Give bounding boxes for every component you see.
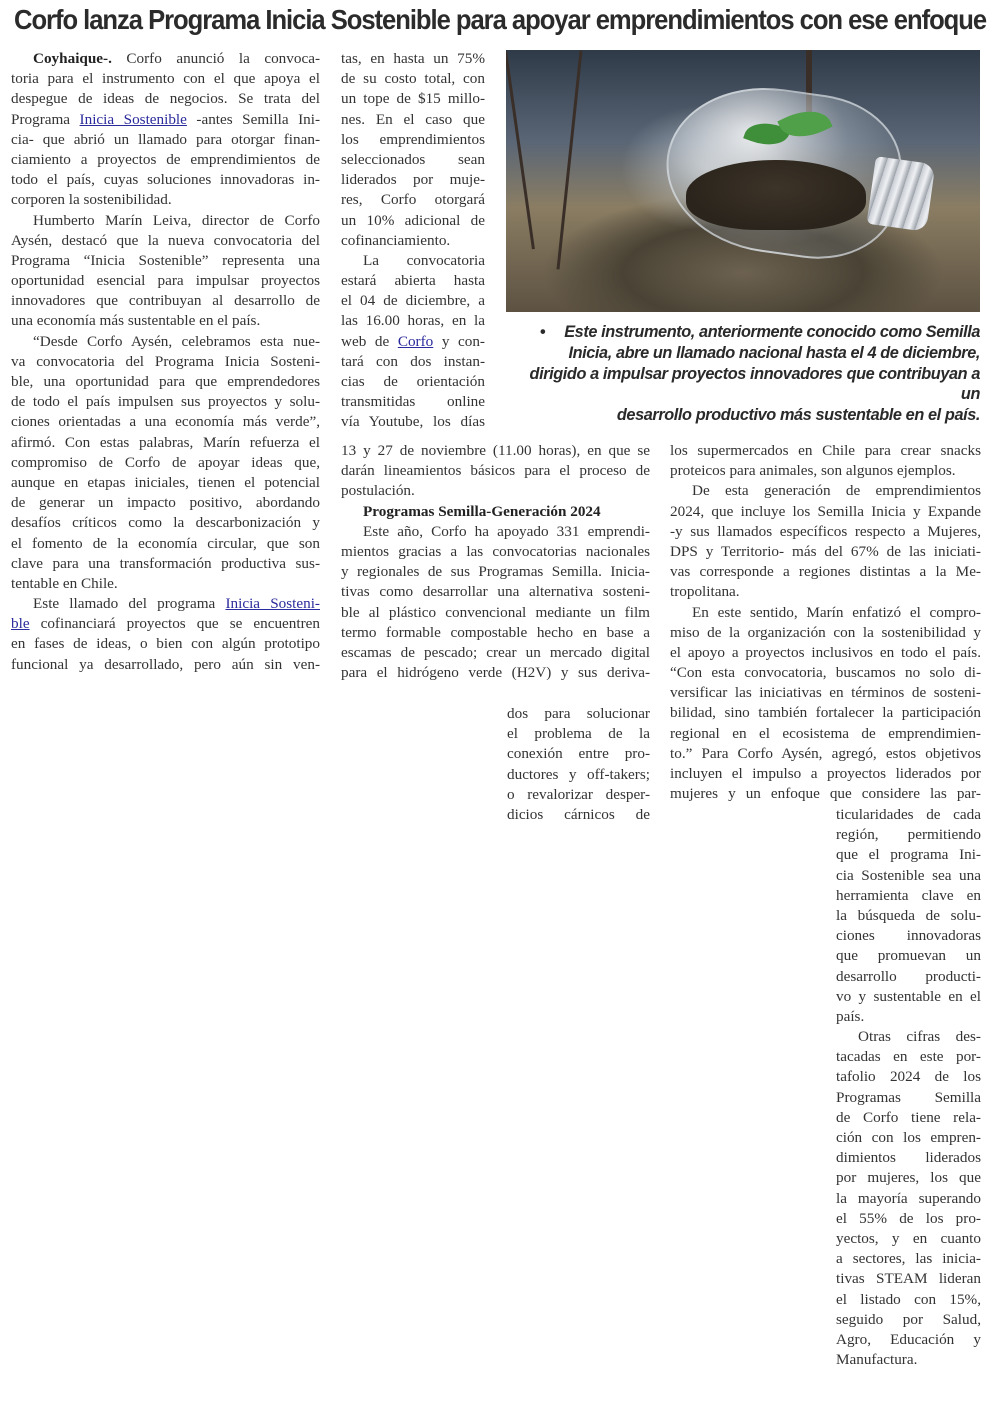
paragraph-line: el 04 de diciembre, a (341, 292, 485, 310)
paragraph-line: una economía más sustentable en el país. (11, 312, 261, 330)
photo-caption (512, 322, 980, 426)
paragraph-line: el 55% de los pro- (836, 1209, 981, 1227)
paragraph-line: tivas STEAM lideran (836, 1270, 981, 1288)
paragraph-line: Manufactura. (836, 1351, 918, 1369)
paragraph-line: yectos, y en cuanto (836, 1229, 981, 1247)
column-3-narrow (836, 805, 981, 1370)
subheading (341, 502, 650, 522)
paragraph-line: tará con dos instan- (341, 352, 485, 370)
paragraph-line: 13 y 27 de noviembre (11.00 horas), en que se (341, 442, 650, 459)
paragraph-line: -y sus llamados específicos respecto a Mujeres, (670, 522, 981, 540)
paragraph-line: En este sentido, Marín enfatizó el compro- (692, 603, 981, 621)
paragraph-line: el fomento de la economía circular, que son (11, 534, 320, 552)
corfo-link[interactable]: Corfo (397, 332, 434, 350)
paragraph-line: un tope de $15 millo- (341, 90, 485, 108)
text: Corfo anunció la convoca- (111, 50, 320, 67)
paragraph-line: to.” Para Corfo Aysén, agregó, estos objetivos (670, 744, 981, 762)
paragraph-line: y regionales de sus Programas Semilla. Inicia- (341, 563, 650, 581)
paragraph-line: tafolio 2024 de los (836, 1068, 981, 1086)
paragraph-line: Otras cifras des- (858, 1028, 981, 1046)
paragraph-line: el listado con 15%, (836, 1290, 981, 1308)
inicia-sostenible-link[interactable]: Inicia Sostenible (79, 110, 187, 128)
paragraph-line: La convocatoria (363, 251, 485, 269)
paragraph-line (11, 594, 320, 614)
paragraph-line: afirmó. Con estas palabras, Marín refuerza el (11, 433, 320, 451)
paragraph-line: termo formable compostable hecho en base a (341, 623, 650, 641)
paragraph-line (11, 614, 320, 634)
paragraph-line: corporen la sostenibilidad. (11, 191, 172, 209)
paragraph-line: mientos gracias a las convocatorias nacionales (341, 542, 650, 560)
paragraph-line: a sectores, las inicia- (836, 1250, 981, 1268)
soil (686, 160, 866, 230)
paragraph-line: de su costo total, con (341, 70, 485, 88)
paragraph-line: ciones orientadas a una economía más verde”, (11, 413, 320, 431)
paragraph-line: ticularidades de cada (836, 806, 981, 823)
paragraph-line: vas corresponde a regiones distintas a la Me- (670, 563, 981, 581)
paragraph-line: tivas como desarrollar una alternativa sosteni- (341, 583, 650, 601)
paragraph-line: la búsqueda de solu- (836, 906, 981, 924)
paragraph-line: el apoyo a proyectos inclusivos en todo el país. (670, 643, 981, 661)
paragraph-line: 2024, que incluye los Semilla Inicia y Expande (670, 502, 981, 520)
paragraph-line: desarrollo producti- (836, 967, 981, 985)
paragraph-line: ble, una oportunidad para que emprendedores (11, 373, 320, 390)
paragraph-line: que promuevan un (836, 947, 981, 965)
paragraph-line: DPS y Territorio- más del 67% de las iniciati- (670, 542, 981, 560)
paragraph-line: mujeres y un enfoque que considere las par- (670, 785, 981, 803)
inicia-sostenible-link-2[interactable]: Inicia Sosteni- (225, 595, 320, 613)
paragraph-line: Agro, Educación y (836, 1330, 981, 1348)
paragraph-line: los emprendimientos (341, 130, 485, 148)
paragraph-line: compromiso de Corfo de apoyar ideas que, (11, 453, 320, 471)
paragraph-line: cia- que abrió un llamado para otorgar finan- (11, 130, 320, 148)
bulb-cap (867, 156, 936, 232)
column-2-narrow (507, 704, 650, 825)
paragraph-line: funcional ya desarrollado, pero aún sin ven- (11, 655, 320, 673)
paragraph-line: conexión entre pro- (507, 745, 650, 763)
caption-line: Este instrumento, anteriormente conocido como Semilla (564, 323, 980, 341)
dry-branch (557, 50, 583, 269)
paragraph-line: tacadas en este por- (836, 1048, 981, 1066)
paragraph-line: toria para el instrumento con el que apoya el (11, 70, 320, 88)
paragraph-line: los supermercados en Chile para crear snacks (670, 442, 981, 459)
dateline: Coyhaique-. (33, 50, 112, 67)
paragraph-line: región, permitiendo (836, 826, 981, 844)
paragraph-line: res, Corfo otorgará (341, 191, 485, 209)
paragraph-line: va convocatoria del Programa Inicia Sosteni- (11, 352, 320, 370)
paragraph-line: Aysén, destacó que la nueva convocatoria del (11, 231, 320, 249)
paragraph-line: las 16.00 horas, en la (341, 312, 485, 330)
paragraph-line: ductores y off-takers; (507, 765, 650, 783)
paragraph-line: ble al plástico convencional mediante un film (341, 603, 650, 621)
column-1 (11, 49, 320, 675)
paragraph-line: el problema de la (507, 725, 650, 743)
column-2-bottom (341, 441, 650, 683)
paragraph-line: todo el país, cuyas soluciones innovadoras in- (11, 171, 320, 189)
paragraph-line: proteicos para animales, son algunos ejemplos. (670, 462, 956, 480)
paragraph-line: Humberto Marín Leiva, director de Corfo (33, 211, 320, 229)
paragraph-line: estará abierta hasta (341, 272, 485, 290)
paragraph-line: Este año, Corfo ha apoyado 331 emprendi- (363, 522, 650, 540)
paragraph-line: en fases de ideas, o bien con algún prototipo (11, 635, 320, 653)
subheading-text: Programas Semilla-Generación 2024 (363, 502, 601, 520)
paragraph-line: tentable en Chile. (11, 574, 118, 592)
paragraph-line: Programa “Inicia Sostenible” representa una (11, 251, 320, 269)
paragraph-line: que el programa Ini- (836, 846, 981, 864)
caption-line: Inicia, abre un llamado nacional hasta el 4 de diciembre, (568, 343, 980, 362)
paragraph-line: o revalorizar desper- (507, 785, 650, 803)
paragraph-line: regional en el ecosistema de emprendimien- (670, 724, 981, 742)
text: Programa (11, 110, 80, 128)
paragraph-line: postulación. (341, 482, 415, 500)
text: Este llamado del programa (33, 595, 226, 613)
paragraph-line: “Con esta convocatoria, buscamos no solo di- (670, 664, 981, 682)
paragraph-line: de generar un impacto positivo, abordando (11, 494, 320, 512)
paragraph-line: de todo el país impulsen sus proyectos y solu- (11, 393, 320, 411)
headline: Corfo lanza Programa Inicia Sostenible para apoyar emprendimientos con ese enfoque (14, 4, 987, 35)
paragraph-line: seguido por Salud, (836, 1310, 981, 1328)
paragraph-line: miso de la organización con la sostenibilidad y (670, 623, 981, 641)
paragraph-line: para el hidrógeno verde (H2V) y sus deriva- (341, 664, 650, 682)
paragraph-line: vo y sustentable en el (836, 987, 981, 1005)
paragraph-line (11, 110, 320, 130)
paragraph-line: innovadores que contribuyan al desarrollo de (11, 292, 320, 310)
paragraph-line: vía Youtube, los días (341, 413, 485, 431)
paragraph-line: ciones innovadoras (836, 927, 981, 945)
paragraph-line: país. (836, 1007, 865, 1025)
paragraph-line: escamas de pescado; crear un mercado digital (341, 643, 650, 661)
paragraph-line: oportunidad esencial para impulsar proyectos (11, 272, 320, 290)
paragraph-line: dos para solucionar (507, 705, 650, 722)
article-photo (506, 50, 980, 312)
paragraph-line: de Corfo tiene rela- (836, 1108, 981, 1126)
paragraph-line: desafíos críticos como la descarbonización y (11, 514, 320, 532)
column-3 (670, 441, 981, 804)
paragraph-line: incluyen el impulso a proyectos liderados por (670, 765, 981, 782)
text: cofinanciará proyectos que se encuentren (29, 615, 320, 633)
bullet-icon: • (540, 323, 546, 341)
paragraph-line: dicios cárnicos de (507, 805, 650, 823)
paragraph-line: tropolitana. (670, 583, 740, 601)
paragraph-line: Programas Semilla (836, 1088, 981, 1106)
paragraph-line (11, 49, 320, 69)
text: -antes Semilla Ini- (186, 110, 320, 128)
paragraph-line: por mujeres, los que (836, 1169, 981, 1187)
paragraph-line: versificar las iniciativas en términos de sosteni- (670, 684, 981, 702)
text: y con- (433, 332, 485, 350)
paragraph-line: herramienta clave en (836, 886, 981, 904)
inicia-sostenible-link-2-cont[interactable]: ble (11, 615, 30, 633)
paragraph-line: darán lineamientos básicos para el proceso de (341, 462, 650, 480)
paragraph-line: De esta generación de emprendimientos (692, 482, 981, 500)
paragraph-line: bilidad, sino también fortalecer la participación (670, 704, 981, 722)
paragraph-line: un 10% adicional de (341, 211, 485, 229)
dry-branch (506, 51, 535, 249)
paragraph-line: dimientos liderados (836, 1149, 981, 1167)
paragraph-line: ciamiento a proyectos de emprendimientos de (11, 150, 320, 168)
paragraph-line: tas, en hasta un 75% (341, 50, 485, 67)
paragraph-line (341, 332, 485, 352)
paragraph-line: cia Sostenible sea una (836, 866, 981, 884)
text: web de (341, 332, 398, 350)
paragraph-line: nes. En el caso que (341, 110, 485, 128)
paragraph-line: ción con los empren- (836, 1129, 981, 1146)
caption-line: desarrollo productivo más sustentable en el país. (616, 406, 980, 425)
paragraph-line: transmitidas online (341, 393, 485, 411)
column-2-top (341, 49, 485, 433)
paragraph-line: cofinanciamiento. (341, 231, 451, 249)
paragraph-line: aunque en etapas iniciales, tienen el potencial (11, 473, 320, 491)
paragraph-line: la mayoría superando (836, 1189, 981, 1207)
paragraph-line: cias de orientación (341, 373, 485, 390)
paragraph-line: liderados por muje- (341, 171, 485, 189)
paragraph-line: clave para una transformación productiva sus- (11, 554, 320, 572)
caption-line: dirigido a impulsar proyectos innovadores que contribuyan a un (529, 364, 980, 404)
paragraph-line: “Desde Corfo Aysén, celebramos esta nue- (33, 332, 320, 350)
paragraph-line: seleccionados sean (341, 150, 485, 168)
paragraph-line: despegue de ideas de negocios. Se trata del (11, 90, 320, 108)
